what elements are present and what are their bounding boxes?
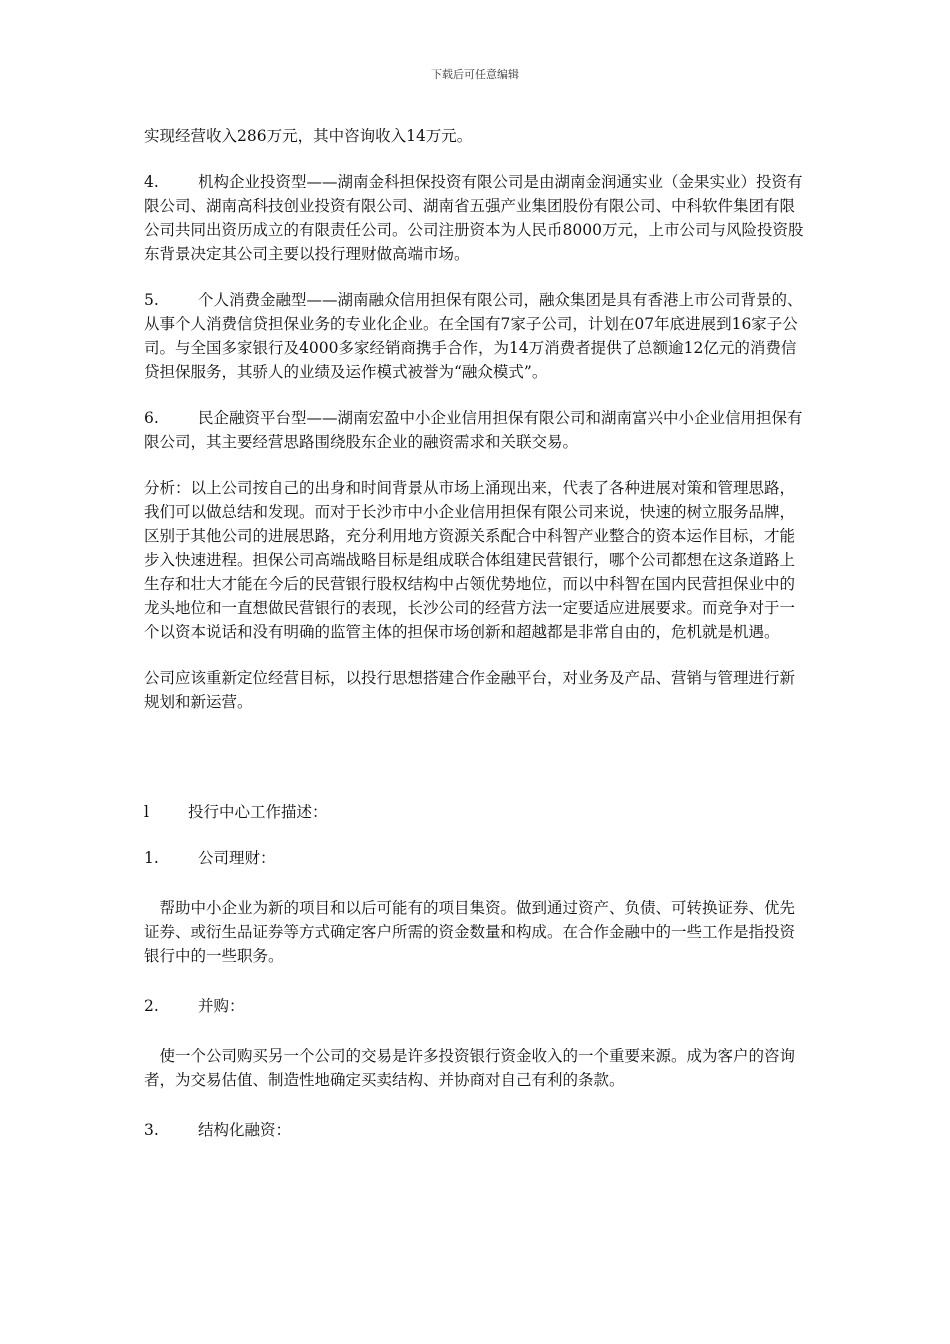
section-title: 投行中心工作描述： <box>188 803 328 821</box>
document-body <box>144 124 808 1142</box>
list-item-5 <box>144 288 808 384</box>
paragraph-revenue: 实现经营收入286万元，其中咨询收入14万元。 <box>144 127 473 145</box>
subsection-title: 并购： <box>198 997 245 1015</box>
paragraph-corporate-finance: 帮助中小企业为新的项目和以后可能有的项目集资。做到通过资产、负债、可转换证券、优先证券、或衍生品证券等方式确定客户所需的资金数量和构成。在合作金融中的一些工作是指投资银行中的一些职务。 <box>144 899 796 965</box>
subsection-heading-1 <box>144 846 808 870</box>
list-item-text: 民企融资平台型——湖南宏盈中小企业信用担保有限公司和湖南富兴中小企业信用担保有限公司，其主要经营思路围绕股东企业的融资需求和关联交易。 <box>144 409 803 451</box>
list-item-6 <box>144 406 808 454</box>
subsection-heading-3 <box>144 1118 808 1142</box>
list-item-text: 个人消费金融型——湖南融众信用担保有限公司，融众集团是具有香港上市公司背景的、从事个人消费信贷担保业务的专业化企业。在全国有7家子公司，计划在07年底进展到16家子公司。与全国多家银行及4000多家经销商携手合作，为14万消费者提供了总额逾12亿元的消费信贷担保服务，其骄人的业绩及运作模式被誉为“融众模式”。 <box>144 291 803 381</box>
paragraph-analysis: 分析：以上公司按自己的出身和时间背景从市场上涌现出来，代表了各种进展对策和管理思路，我们可以做总结和发现。而对于长沙市中小企业信用担保有限公司来说，快速的树立服务品牌，区别于其他公司的进展思路，充分利用地方资源关系配合中科智产业整合的资本运作目标，才能步入快速进程。担保公司高端战略目标是组成联合体组建民营银行，哪个公司都想在这条道路上生存和壮大才能在今后的民营银行股权结构中占领优势地位，而以中科智在国内民营担保业中的龙头地位和一直想做民营银行的表现，长沙公司的经营方法一定要适应进展要求。而竞争对于一个以资本说话和没有明确的监管主体的担保市场创新和超越都是非常自由的，危机就是机遇。 <box>144 479 796 641</box>
list-item-text: 机构企业投资型——湖南金科担保投资有限公司是由湖南金润通实业（金果实业）投资有限公司、湖南高科技创业投资有限公司、湖南省五强产业集团股份有限公司、中科软件集团有限公司共同出资历成立的有限责任公司。公司注册资本为人民币8000万元，上市公司与风险投资股东背景决定其公司主要以投行理财做高端市场。 <box>144 173 804 263</box>
subsection-title: 公司理财： <box>198 849 276 867</box>
bullet-marker: l <box>144 803 149 821</box>
list-item-4 <box>144 170 808 266</box>
subsection-title: 结构化融资： <box>198 1121 292 1139</box>
list-number: 5. <box>144 291 159 309</box>
list-number: 3. <box>144 1121 159 1139</box>
subsection-heading-2 <box>144 994 808 1018</box>
paragraph-mergers: 使一个公司购买另一个公司的交易是许多投资银行资金收入的一个重要来源。成为客户的咨询者，为交易估值、制造性地确定买卖结构、并协商对自己有利的条款。 <box>144 1047 796 1089</box>
page-header: 下载后可任意编辑 <box>431 68 519 81</box>
paragraph-reposition: 公司应该重新定位经营目标，以投行思想搭建合作金融平台，对业务及产品、营销与管理进行新规划和新运营。 <box>144 669 796 711</box>
list-number: 2. <box>144 997 159 1015</box>
section-heading <box>144 800 808 824</box>
list-number: 1. <box>144 849 159 867</box>
list-number: 6. <box>144 409 159 427</box>
list-number: 4. <box>144 173 159 191</box>
